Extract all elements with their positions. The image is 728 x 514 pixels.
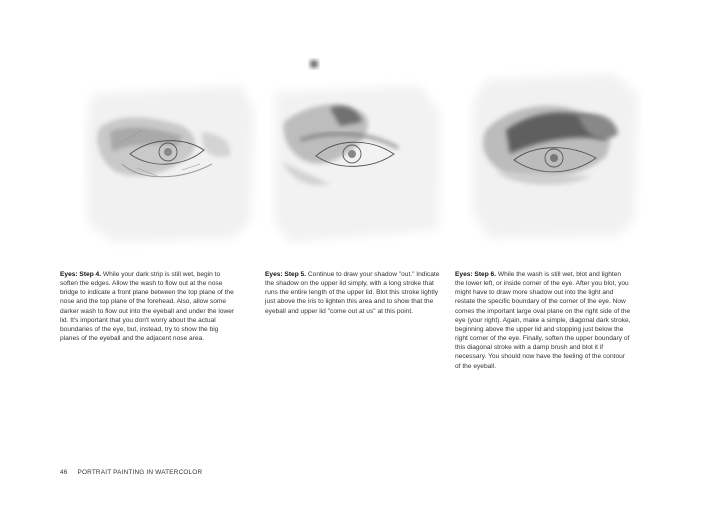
step-5-caption [265,270,441,316]
step-5-text: Continue to draw your shadow "out." Indicate the shadow on the upper lid simply, with a long stroke that runs the entire length of the upper lid. Blot this stroke lightly just above the iris to lighten this area and to show that the eyeball and upper lid "come out at us" at this point. [265,271,440,315]
step-6-caption [455,270,631,371]
step-4-text: While your dark strip is still wet, begin to soften the edges. Allow the wash to flow out at the nose bridge to indicate a front plane between the top plane of the nose and the top plane of the forehead. Also, allow some darker wash to flow out into the eyeball and under the lower lid. It's important that you don't worry about the actual boundaries of the eye, but, instead, try to show the big planes of the eyeball and the adjacent nose area. [60,271,235,343]
step-4-caption [60,270,236,343]
step-4-heading: Eyes: Step 4. [60,271,102,278]
step-6-text: While the wash is still wet, blot and lighten the lower left, or inside corner of the eye. After you blot, you might have to draw more shadow out into the light and restate the specific boundary of the corner of the eye. Now comes the important large oval plane on the right side of the eye (your right). Again, make a simple, diagonal dark stroke, beginning above the upper lid and stopping just below the right corner of the eye. Finally, soften the upper boundary of this diagonal stroke with a damp brush and blot it if necessary. You should now have the feeling of the contour of the eyeball. [455,271,631,370]
book-title: PORTRAIT PAINTING IN WATERCOLOR [77,469,203,476]
eye-painting-step-6 [466,60,644,250]
step-5-heading: Eyes: Step 5. [265,271,307,278]
page-footer [60,469,202,476]
eye-painting-step-5 [270,52,448,250]
step-6-heading: Eyes: Step 6. [455,271,497,278]
page-number: 46 [60,469,68,476]
eye-painting-step-4 [82,72,260,250]
